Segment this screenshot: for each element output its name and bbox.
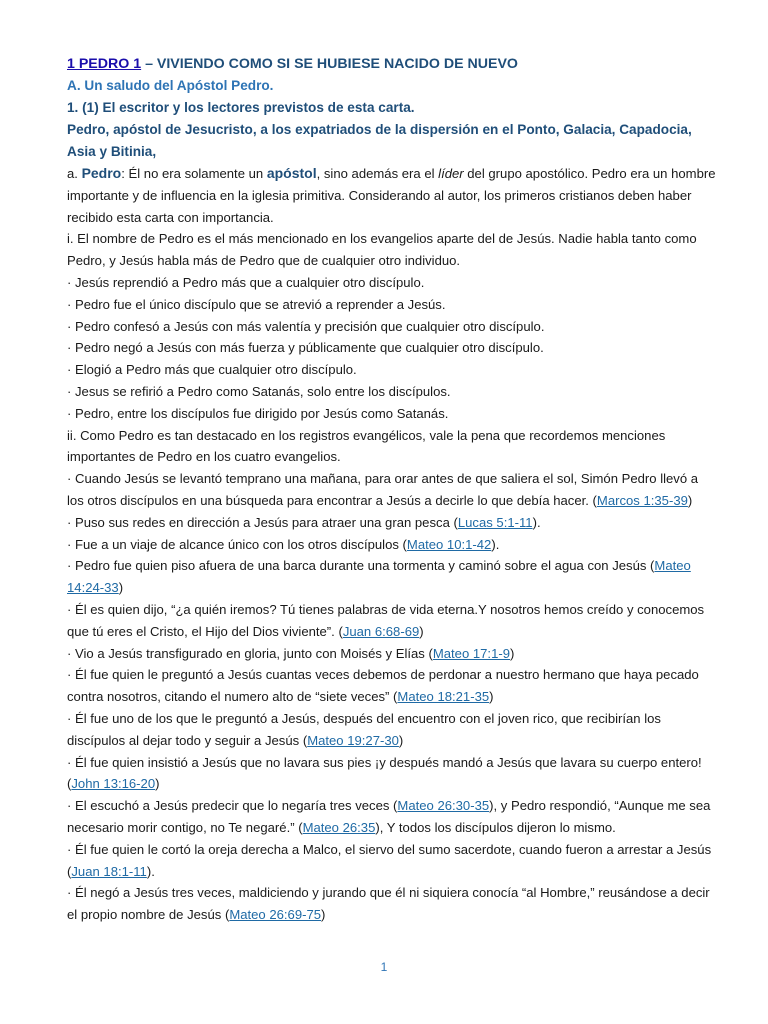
page-number: 1	[380, 960, 388, 974]
document-body	[67, 53, 717, 926]
point-heading: 1. (1) El escritor y los lectores previstos de esta carta.	[67, 100, 415, 115]
scripture-link[interactable]: Mateo 19:27-30	[307, 732, 399, 748]
list-item	[67, 534, 717, 556]
list-item	[67, 512, 717, 534]
paragraph-a	[67, 163, 717, 228]
list-item	[67, 468, 717, 512]
bullet-list-1	[67, 272, 717, 425]
item-text: · Fue a un viaje de alcance único con los otros discípulos (	[67, 536, 407, 552]
list-item: · Pedro fue el único discípulo que se atrevió a reprender a Jesús.	[67, 296, 446, 312]
scripture-link[interactable]: Mateo 10:1-42	[406, 536, 492, 552]
item-text: ), y Pedro respondió, “Aunque me sea necesario morir contigo, no Te negaré.” (	[67, 798, 711, 835]
item-text: · Puso sus redes en dirección a Jesús para atraer una gran pesca (	[67, 514, 458, 530]
scripture-link[interactable]: Mateo 18:21-35	[397, 689, 490, 705]
list-item: · Pedro, entre los discípulos fue dirigido por Jesús como Satanás.	[67, 405, 449, 421]
scripture-link[interactable]: Mateo 14:24-33	[67, 558, 691, 596]
chapter-heading	[67, 53, 717, 75]
item-text: · Él negó a Jesús tres veces, maldiciendo y jurando que él ni siquiera conocía “al Hombre,” reusándose a decir el propio nombre de Jesús (	[67, 885, 710, 923]
scripture-link[interactable]: Mateo 26:69-75	[229, 907, 322, 923]
item-text: ).	[491, 536, 500, 552]
item-text: · Él fue uno de los que le preguntó a Jesús, después del encuentro con el joven rico, que recibirían los discípulos al dejar todo y seguir a Jesús (	[67, 710, 661, 748]
item-text: · Él es quien dijo, “¿a quién iremos? Tú tienes palabras de vida eterna.Y nosotros hemos creído y conocemos que tú eres el Cristo, el Hijo del Dios viviente”. (	[67, 601, 705, 639]
item-text: · Cuando Jesús se levantó temprano una mañana, para orar antes de que saliera el sol, Simón Pedro llevó a los otros discípulos en una búsqueda para encontrar a Jesús a decirle lo que debía hacer. (	[67, 471, 699, 508]
scripture-link[interactable]: Juan 18:1-11	[71, 863, 147, 879]
para-a-apostol: apóstol	[266, 165, 317, 181]
item-text: ).	[532, 514, 541, 530]
scripture-link[interactable]: Juan 6:68-69	[342, 623, 420, 639]
list-item: · Jesús reprendió a Pedro más que a cualquier otro discípulo.	[67, 274, 425, 290]
bullet-list-2	[67, 468, 717, 926]
para-a-prefix: a.	[67, 166, 82, 181]
scripture-link[interactable]: Marcos 1:35-39	[596, 492, 688, 508]
item-text: )	[398, 732, 404, 748]
item-text: )	[489, 689, 494, 705]
item-text: )	[321, 907, 326, 923]
para-a-lider: líder	[438, 166, 464, 181]
item-text: · Vio a Jesús transfigurado en gloria, junto con Moisés y Elías (	[67, 645, 433, 661]
paragraph-ii: ii. Como Pedro es tan destacado en los registros evangélicos, vale la pena que recordemos menciones importantes de Pedro en los cuatro evangelios.	[67, 427, 666, 465]
list-item: · Elogió a Pedro más que cualquier otro discípulo.	[67, 362, 357, 378]
chapter-link[interactable]: 1 PEDRO 1	[67, 56, 142, 72]
item-text: )	[687, 492, 693, 508]
list-item: · Jesus se refirió a Pedro como Satanás, solo entre los discípulos.	[67, 383, 451, 399]
para-a-t3: del grupo apostólico. Pedro era un hombre importante y de influencia en la iglesia primitiva. Considerando al autor, los primeros cristianos deben haber recibido esta carta con importancia.	[67, 166, 716, 225]
para-a-t2: , sino además era el	[316, 166, 439, 181]
list-item	[67, 839, 717, 883]
paragraph-i: i. El nombre de Pedro es el más mencionado en los evangelios aparte del de Jesús. Nadie habla tanto como Pedro, y Jesús habla más de Pedro que de cualquier otro individuo.	[67, 231, 697, 269]
scripture-link[interactable]: Lucas 5:1-11	[457, 514, 533, 530]
verse-text: Pedro, apóstol de Jesucristo, a los expatriados de la dispersión en el Ponto, Galacia, Capadocia, Asia y Bitinia,	[67, 122, 692, 159]
list-item	[67, 599, 717, 643]
item-text: ).	[146, 863, 155, 879]
item-text: · Él fue quien le cortó la oreja derecha a Malco, el siervo del sumo sacerdote, cuando fueron a arrestar a Jesús (	[67, 841, 712, 879]
list-item	[67, 795, 717, 839]
list-item	[67, 664, 717, 708]
item-text: )	[510, 645, 515, 661]
scripture-link[interactable]: John 13:16-20	[71, 776, 156, 792]
list-item	[67, 708, 717, 752]
item-text: ), Y todos los discípulos dijeron lo mismo.	[375, 819, 616, 835]
chapter-title: – VIVIENDO COMO SI SE HUBIESE NACIDO DE NUEVO	[141, 56, 518, 72]
list-item	[67, 752, 717, 796]
scripture-link[interactable]: Mateo 26:30-35	[397, 798, 490, 814]
item-text: )	[155, 776, 160, 792]
list-item	[67, 555, 717, 599]
para-a-t1: : Él no era solamente un	[121, 166, 267, 181]
item-text: )	[419, 623, 424, 639]
item-text: · El escuchó a Jesús predecir que lo negaría tres veces (	[67, 798, 398, 814]
item-text: · Él fue quien le preguntó a Jesús cuantas veces debemos de perdonar a nuestro hermano que haya pecado contra nosotros, citando el numero alto de “siete veces” (	[67, 667, 699, 705]
list-item: · Pedro negó a Jesús con más fuerza y públicamente que cualquier otro discípulo.	[67, 340, 544, 356]
list-item: · Pedro confesó a Jesús con más valentía y precisión que cualquier otro discípulo.	[67, 318, 545, 334]
item-text: · Él fue quien insistió a Jesús que no lavara sus pies ¡y después mandó a Jesús que lavara su cuerpo entero! (	[67, 754, 702, 792]
scripture-link[interactable]: Mateo 17:1-9	[432, 645, 510, 661]
item-text: · Pedro fue quien piso afuera de una barca durante una tormenta y caminó sobre el agua con Jesús (	[67, 558, 655, 574]
scripture-link[interactable]: Mateo 26:35	[302, 819, 376, 835]
section-heading: A. Un saludo del Apóstol Pedro.	[67, 78, 274, 93]
list-item	[67, 643, 717, 665]
item-text: )	[118, 580, 124, 596]
list-item	[67, 882, 717, 926]
para-a-pedro: Pedro	[81, 165, 122, 181]
